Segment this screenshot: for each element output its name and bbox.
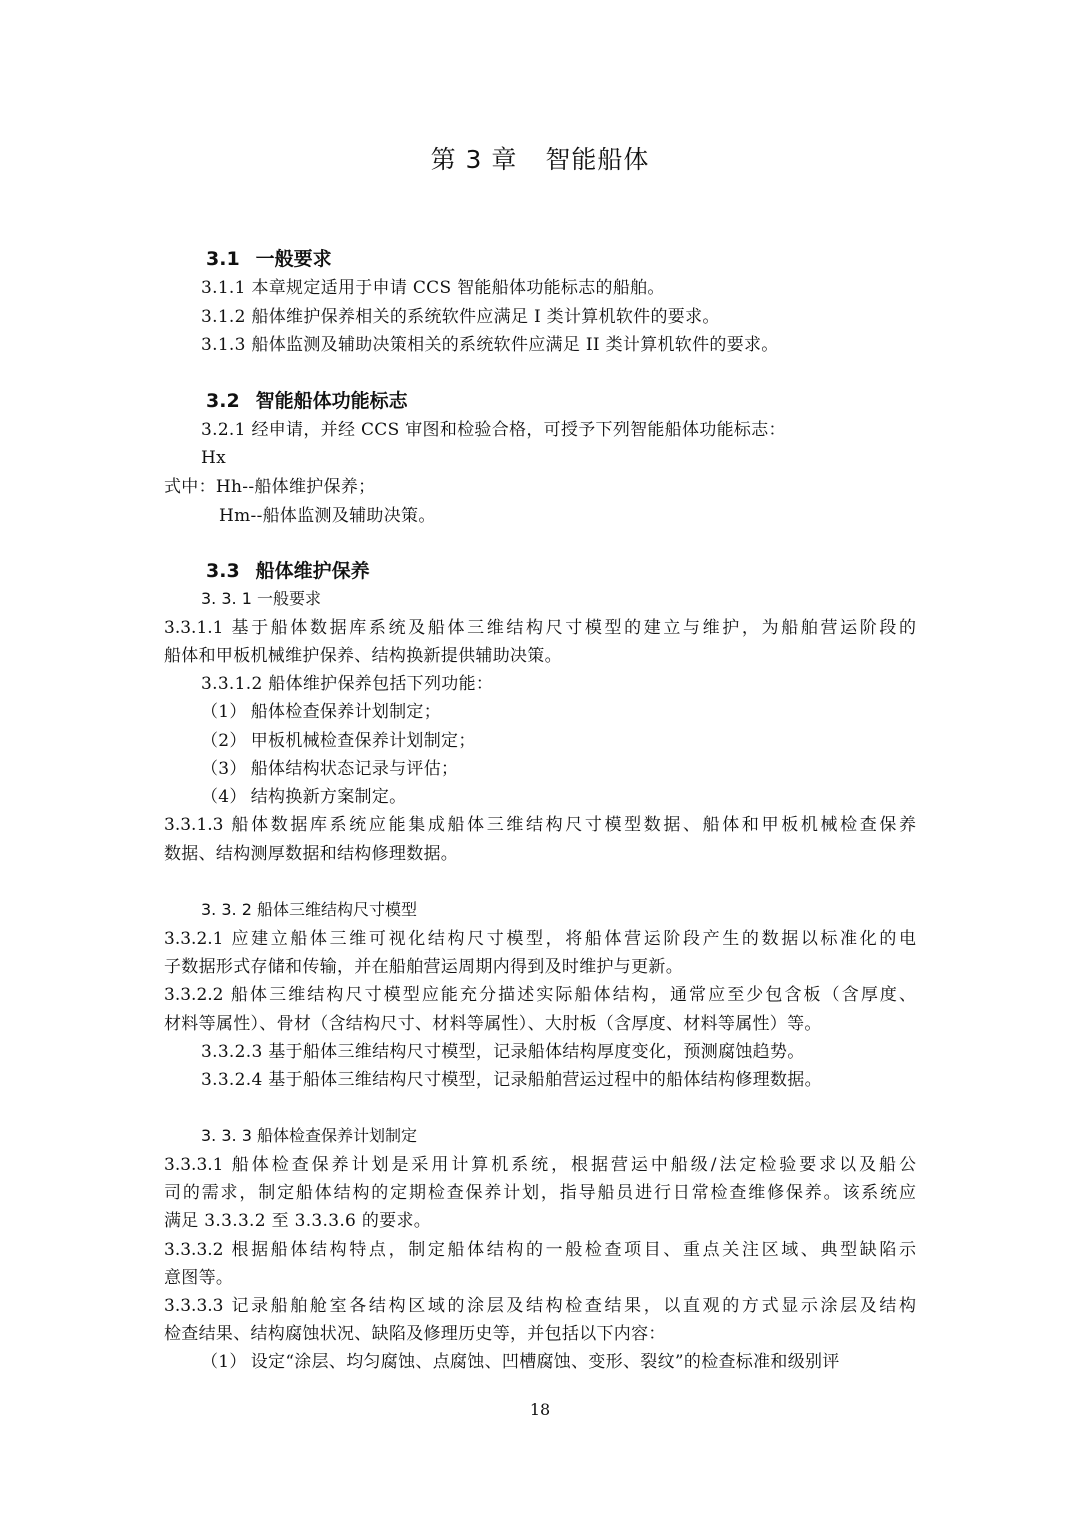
list-item-text: 船体结构状态记录与评估； [250, 759, 459, 779]
list-item [201, 785, 406, 809]
notation-hx: Hx [201, 448, 227, 468]
list-item [201, 729, 476, 753]
clause-3-3-1-2: 3.3.1.2 船体维护保养包括下列功能： [201, 674, 494, 694]
clause-3-2-1: 3.2.1 经申请，并经 CCS 审图和检验合格，可授予下列智能船体功能标志： [201, 420, 786, 440]
section-title: 一般要求 [255, 248, 332, 270]
clause-3-3-3-1-line1: 3.3.3.1 船体检查保养计划是采用计算机系统，根据营运中船级/法定检验要求以及船公 [164, 1155, 916, 1175]
subsection-3-3-3-heading: 3. 3. 3 船体检查保养计划制定 [201, 1126, 417, 1145]
chapter-title: 智能船体 [545, 145, 650, 174]
page-number: 18 [529, 1400, 551, 1419]
clause-3-3-3-2-line2: 意图等。 [164, 1268, 234, 1288]
clause-3-3-1-3-line2: 数据、结构测厚数据和结构修理数据。 [164, 844, 459, 864]
notation-where-hh: 式中：Hh--船体维护保养； [164, 477, 376, 497]
list-item-text: 结构换新方案制定。 [250, 787, 407, 807]
subsection-3-3-2-heading: 3. 3. 2 船体三维结构尺寸模型 [201, 900, 417, 919]
clause-3-3-2-2-line1: 3.3.2.2 船体三维结构尺寸模型应能充分描述实际船体结构，通常应至少包含板（含厚度、 [164, 985, 916, 1005]
clause-3-3-3-1-line3: 满足 3.3.3.2 至 3.3.3.6 的要求。 [164, 1211, 432, 1231]
clause-3-3-2-2-line2: 材料等属性）、骨材（含结构尺寸、材料等属性）、大肘板（含厚度、材料等属性）等。 [164, 1014, 822, 1034]
list-item-text: 设定“涂层、均匀腐蚀、点腐蚀、凹槽腐蚀、变形、裂纹”的检查标准和级别评 [250, 1352, 840, 1372]
section-3-3-heading [206, 558, 370, 584]
list-item [201, 1350, 840, 1374]
list-item-text: 船体检查保养计划制定； [250, 702, 442, 722]
clause-3-3-3-2-line1: 3.3.3.2 根据船体结构特点，制定船体结构的一般检查项目、重点关注区域、典型缺陷示 [164, 1240, 916, 1260]
section-title: 船体维护保养 [255, 560, 370, 582]
clause-3-3-2-1-line1: 3.3.2.1 应建立船体三维可视化结构尺寸模型，将船体营运阶段产生的数据以标准化的电 [164, 929, 916, 949]
clause-3-3-2-3: 3.3.2.3 基于船体三维结构尺寸模型，记录船体结构厚度变化，预测腐蚀趋势。 [201, 1042, 805, 1062]
section-3-1-heading [206, 246, 332, 272]
section-number: 3.3 [206, 560, 240, 582]
section-title: 智能船体功能标志 [255, 390, 408, 412]
list-item-number: （3） [201, 759, 247, 779]
list-item-number: （2） [201, 731, 247, 751]
clause-3-3-3-1-line2: 司的需求，制定船体结构的定期检查保养计划，指导船员进行日常检查维修保养。该系统应 [164, 1183, 916, 1203]
notation-where-hm: Hm--船体监测及辅助决策。 [219, 506, 436, 526]
chapter-number: 第 3 章 [430, 145, 518, 174]
section-number: 3.2 [206, 390, 240, 412]
list-item [201, 700, 441, 724]
clause-3-1-2: 3.1.2 船体维护保养相关的系统软件应满足 I 类计算机软件的要求。 [201, 307, 720, 327]
clause-3-3-3-3-line1: 3.3.3.3 记录船舶舱室各结构区域的涂层及结构检查结果，以直观的方式显示涂层及结构 [164, 1296, 916, 1316]
clause-3-3-3-3-line2: 检查结果、结构腐蚀状况、缺陷及修理历史等，并包括以下内容： [164, 1324, 666, 1344]
clause-3-3-1-1-line2: 船体和甲板机械维护保养、结构换新提供辅助决策。 [164, 646, 562, 666]
clause-3-3-1-1-line1: 3.3.1.1 基于船体数据库系统及船体三维结构尺寸模型的建立与维护，为船舶营运阶段的 [164, 618, 916, 638]
section-3-2-heading [206, 388, 408, 414]
list-item-number: （4） [201, 787, 247, 807]
subsection-3-3-1-heading: 3. 3. 1 一般要求 [201, 589, 321, 608]
clause-3-1-3: 3.1.3 船体监测及辅助决策相关的系统软件应满足 II 类计算机软件的要求。 [201, 335, 779, 355]
list-item-text: 甲板机械检查保养计划制定； [250, 731, 476, 751]
list-item [201, 757, 458, 781]
clause-3-1-1: 3.1.1 本章规定适用于申请 CCS 智能船体功能标志的船舶。 [201, 278, 665, 298]
clause-3-3-2-4: 3.3.2.4 基于船体三维结构尺寸模型，记录船舶营运过程中的船体结构修理数据。 [201, 1070, 822, 1090]
list-item-number: （1） [201, 1352, 247, 1372]
section-number: 3.1 [206, 248, 240, 270]
list-item-number: （1） [201, 702, 247, 722]
chapter-heading [0, 140, 1080, 180]
clause-3-3-1-3-line1: 3.3.1.3 船体数据库系统应能集成船体三维结构尺寸模型数据、船体和甲板机械检查保养 [164, 815, 916, 835]
clause-3-3-2-1-line2: 子数据形式存储和传输，并在船舶营运周期内得到及时维护与更新。 [164, 957, 683, 977]
